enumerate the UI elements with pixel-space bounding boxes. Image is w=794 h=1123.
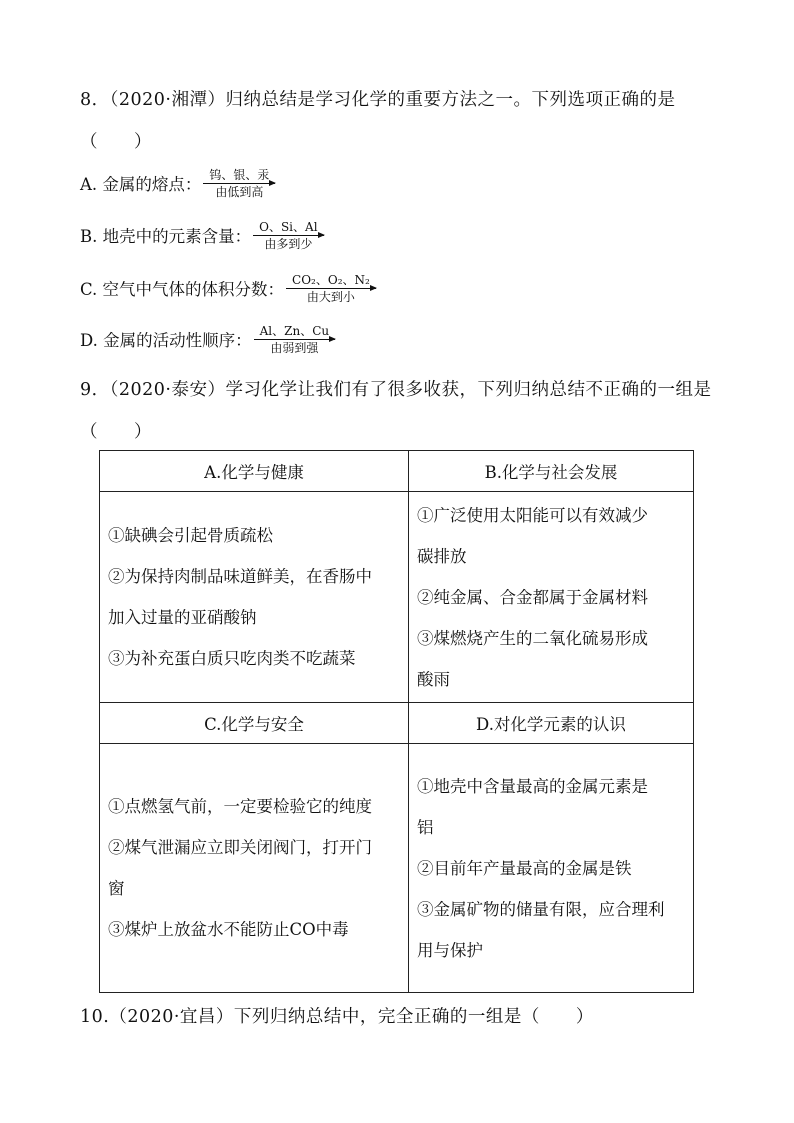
table-head-d: D.对化学元素的认识 — [409, 703, 694, 744]
cell-b-item: ①广泛使用太阳能可以有效减少 — [417, 505, 648, 525]
q8-option-b-text: B. 地壳中的元素含量： — [80, 227, 252, 246]
q8-answer-paren: （ ） — [80, 132, 152, 152]
q8-option-c-arrow — [286, 273, 376, 304]
q9-answer-paren: （ ） — [80, 422, 152, 442]
cell-a-item: 加入过量的亚硝酸钠 — [108, 608, 257, 627]
cell-c-item: ②煤气泄漏应立即关闭阀门，打开门 — [108, 838, 372, 857]
q8-option-a — [80, 163, 275, 203]
table-cell-a — [100, 492, 409, 703]
cell-d-item: 用与保护 — [417, 940, 483, 960]
q8-option-a-under: 由低到高 — [215, 184, 264, 199]
cell-b-item: ③煤燃烧产生的二氧化硫易形成 — [417, 628, 648, 648]
q8-option-a-over: 钨、银、汞 — [209, 167, 270, 182]
table-cell-c — [100, 744, 409, 993]
cell-d-item: ②目前年产量最高的金属是铁 — [417, 858, 632, 878]
cell-a-item: ①缺碘会引起骨质疏松 — [108, 526, 273, 545]
q8-option-b-arrow — [253, 220, 323, 251]
table-head-c: C.化学与安全 — [100, 703, 409, 744]
q8-option-d-arrow — [254, 324, 335, 355]
q8-option-c-under: 由大到小 — [306, 289, 355, 304]
q8-option-c-text: C. 空气中气体的体积分数： — [80, 280, 285, 299]
cell-a-item: ③为补充蛋白质只吃肉类不吃蔬菜 — [108, 649, 356, 668]
q10-stem: 10.（2020·宜昌）下列归纳总结中，完全正确的一组是（ ） — [80, 1007, 594, 1027]
table-cell-d — [409, 744, 694, 993]
table-head-b: B.化学与社会发展 — [409, 451, 694, 492]
q9-stem: 9．（2020·泰安）学习化学让我们有了很多收获，下列归纳总结不正确的一组是 — [80, 380, 712, 400]
cell-b-item: ②纯金属、合金都属于金属材料 — [417, 587, 648, 607]
q8-option-b — [80, 215, 324, 255]
cell-b-item: 酸雨 — [417, 669, 450, 689]
cell-d-item: ③金属矿物的储量有限，应合理利 — [417, 899, 665, 919]
cell-c-item: 窗 — [108, 879, 125, 898]
q9-summary-table — [99, 450, 694, 993]
q8-option-b-under: 由多到少 — [264, 236, 313, 251]
q8-stem: 8．（2020·湘潭）归纳总结是学习化学的重要方法之一。下列选项正确的是 — [80, 90, 676, 110]
q8-option-d — [80, 319, 335, 359]
q8-option-a-text: A. 金属的熔点： — [80, 175, 202, 194]
table-head-a: A.化学与健康 — [100, 451, 409, 492]
cell-d-item: ①地壳中含量最高的金属元素是 — [417, 776, 648, 796]
q8-option-b-over: O、Si、Al — [259, 219, 318, 234]
cell-c-item: ③煤炉上放盆水不能防止CO中毒 — [108, 920, 349, 939]
table-cell-b — [409, 492, 694, 703]
cell-d-item: 铝 — [417, 817, 434, 837]
q8-option-a-arrow — [203, 168, 275, 199]
q8-option-c-over: CO₂、O₂、N₂ — [292, 272, 370, 287]
q8-option-d-under: 由弱到强 — [270, 340, 319, 355]
q8-option-d-text: D. 金属的活动性顺序： — [80, 331, 252, 350]
cell-c-item: ①点燃氢气前，一定要检验它的纯度 — [108, 797, 372, 816]
q8-option-c — [80, 268, 376, 308]
cell-b-item: 碳排放 — [417, 546, 467, 566]
cell-a-item: ②为保持肉制品味道鲜美，在香肠中 — [108, 567, 372, 586]
q8-option-d-over: Al、Zn、Cu — [259, 323, 330, 338]
